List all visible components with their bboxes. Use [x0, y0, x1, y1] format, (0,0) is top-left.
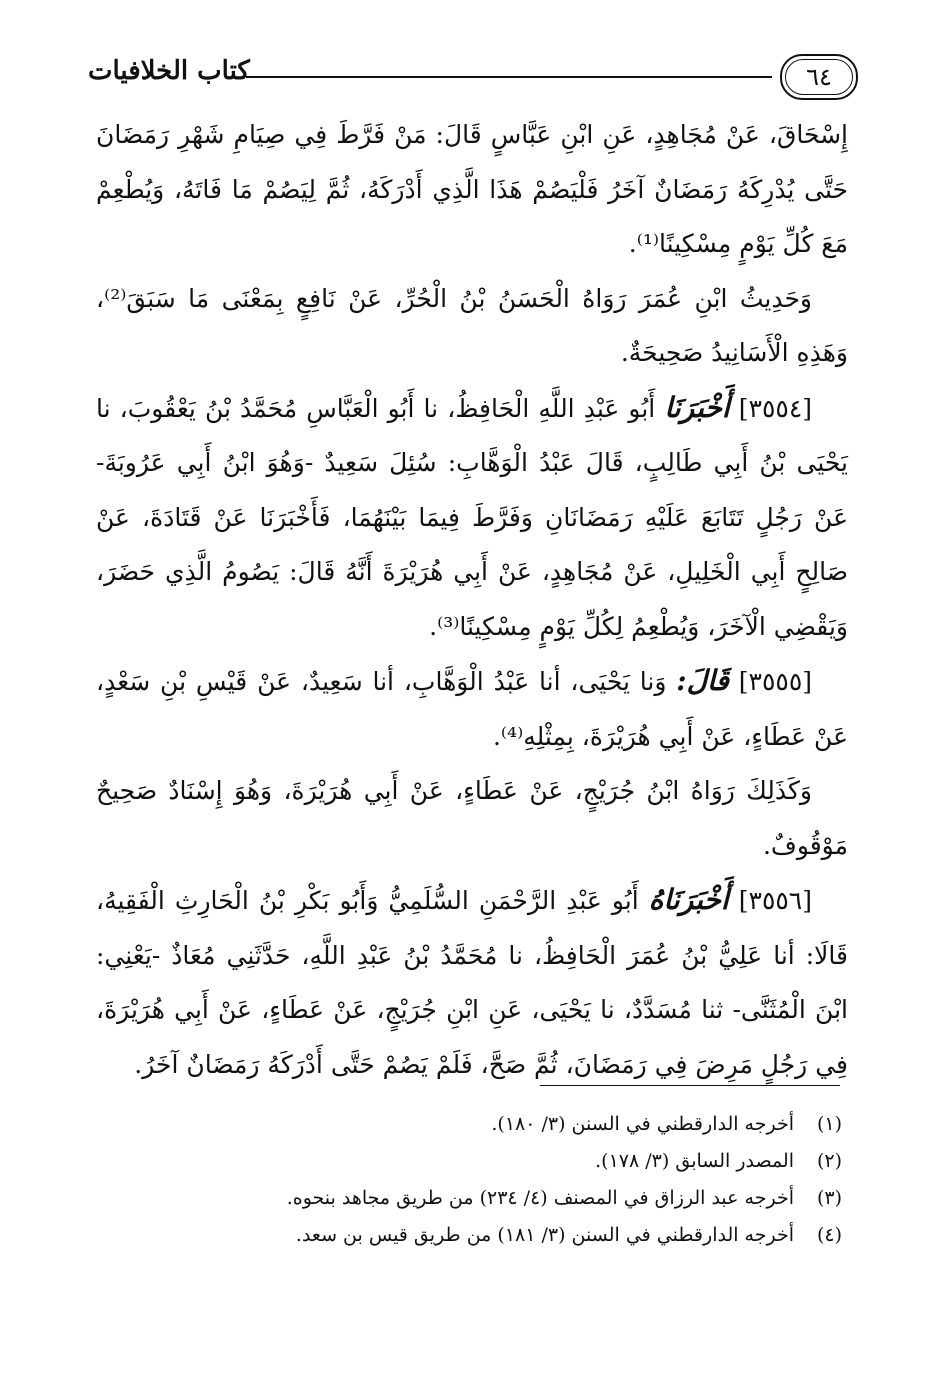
- header-rule: [246, 76, 772, 78]
- page-header: [88, 52, 858, 106]
- page-number-badge: [780, 54, 858, 100]
- hadith-number: [٣٥٥٥]: [738, 667, 813, 696]
- hadith-text: أَبُو عَبْدِ الرَّحْمَنِ السُّلَمِيُّ وَأَبُو بَكْرِ بْنُ الْحَارِثِ الْفَقِيهُ، قَالَا: أنا عَلِيُّ بْنُ عُمَرَ الْحَافِظُ، نا مُحَمَّدُ بْنُ عَبْدِ اللَّهِ، حَدَّثَنِي مُعَاذٌ -يَعْنِي: ابْنَ الْمُثَنَّى- ثنا مُسَدَّدٌ، نا يَحْيَى، عَنِ ابْنِ جُرَيْجٍ، عَنْ عَطَاءٍ، عَنْ أَبِي هُرَيْرَةَ، فِي رَجُلٍ مَرِضَ فِي رَمَضَانَ، ثُمَّ صَحَّ، فَلَمْ يَصُمْ حَتَّى أَدْرَكَهُ رَمَضَانٌ آخَرُ.: [96, 886, 848, 1079]
- hadith-text: أَبُو عَبْدِ اللَّهِ الْحَافِظُ، نا أَبُو الْعَبَّاسِ مُحَمَّدُ بْنُ يَعْقُوبَ، نا يَحْيَى بْنُ أَبِي طَالِبٍ، قَالَ عَبْدُ الْوَهَّابِ: سُئِلَ سَعِيدٌ -وَهُوَ ابْنُ أَبِي عَرُوبَةَ- عَنْ رَجُلٍ تَتَابَعَ عَلَيْهِ رَمَضَانَانِ وَفَرَّطَ فِيمَا بَيْنَهُمَا، فَأَخْبَرَنَا عَنْ قَتَادَةَ، عَنْ صَالِحٍ أَبِي الْخَلِيلِ، عَنْ مُجَاهِدٍ، عَنْ أَبِي هُرَيْرَةَ أَنَّهُ قَالَ: يَصُومُ الَّذِي حَضَرَ، وَيَقْضِي الْآخَرَ، وَيُطْعِمُ لِكُلِّ يَوْمٍ مِسْكِينًا⁽³⁾.: [96, 393, 848, 641]
- footnote-text: أخرجه الدارقطني في السنن (٣/ ١٨١) من طريق قيس بن سعد.: [295, 1224, 794, 1246]
- footnote-text: أخرجه الدارقطني في السنن (٣/ ١٨٠).: [491, 1113, 794, 1135]
- hadith-lead: أَخْبَرَنَا: [664, 390, 730, 424]
- page-number: ٦٤: [806, 63, 832, 91]
- footnote-number: (١): [816, 1113, 842, 1135]
- hadith-number: [٣٥٥٤]: [738, 393, 813, 423]
- paragraph: وَحَدِيثُ ابْنِ عُمَرَ رَوَاهُ الْحَسَنُ بْنُ الْحُرِّ، عَنْ نَافِعٍ بِمَعْنَى مَا سَبَقَ⁽²⁾، وَهَذِهِ الْأَسَانِيدُ صَحِيحَةٌ.: [96, 283, 848, 367]
- book-title: كتاب الخلافيات: [88, 56, 250, 86]
- footnote: [260, 1106, 842, 1143]
- hadith-number: [٣٥٥٦]: [738, 886, 812, 915]
- hadith-3555: [96, 654, 848, 764]
- paragraph: وَكَذَلِكَ رَوَاهُ ابْنُ جُرَيْجٍ، عَنْ عَطَاءٍ، عَنْ أَبِي هُرَيْرَةَ، وَهُوَ إِسْنَادٌ صَحِيحٌ مَوْقُوفٌ.: [96, 776, 848, 860]
- footnote-text: أخرجه عبد الرزاق في المصنف (٤/ ٢٣٤) من طريق مجاهد بنحوه.: [286, 1187, 794, 1209]
- hadith-3556: [96, 873, 848, 1092]
- footnotes: [260, 1106, 842, 1254]
- footnote-text: المصدر السابق (٣/ ١٧٨).: [595, 1150, 794, 1172]
- footnote-number: (٣): [816, 1187, 842, 1209]
- footnote: [260, 1143, 842, 1180]
- footnote-separator: [540, 1085, 840, 1086]
- main-text: [96, 108, 848, 1092]
- hadith-3554: [96, 381, 848, 655]
- paragraph: إِسْحَاقَ، عَنْ مُجَاهِدٍ، عَنِ ابْنِ عَبَّاسٍ قَالَ: مَنْ فَرَّطَ فِي صِيَامِ شَهْرِ رَمَضَانَ حَتَّى يُدْرِكَهُ رَمَضَانٌ آخَرُ فَلْيَصُمْ هَذَا الَّذِي أَدْرَكَهُ، ثُمَّ لِيَصُمْ مَا فَاتَهُ، وَيُطْعِمْ مَعَ كُلِّ يَوْمٍ مِسْكِينًا⁽¹⁾.: [96, 120, 848, 258]
- hadith-lead: قَالَ:: [676, 664, 729, 697]
- footnote-number: (٤): [816, 1224, 842, 1246]
- footnote: [260, 1217, 842, 1254]
- footnote-number: (٢): [816, 1150, 842, 1172]
- hadith-lead: أَخْبَرَنَاهُ: [648, 883, 729, 916]
- footnote: [260, 1180, 842, 1217]
- hadith-text: وَنا يَحْيَى، أنا عَبْدُ الْوَهَّابِ، أنا سَعِيدٌ، عَنْ قَيْسِ بْنِ سَعْدٍ، عَنْ عَطَاءٍ، عَنْ أَبِي هُرَيْرَةَ، بِمِثْلِهِ⁽⁴⁾.: [96, 667, 848, 751]
